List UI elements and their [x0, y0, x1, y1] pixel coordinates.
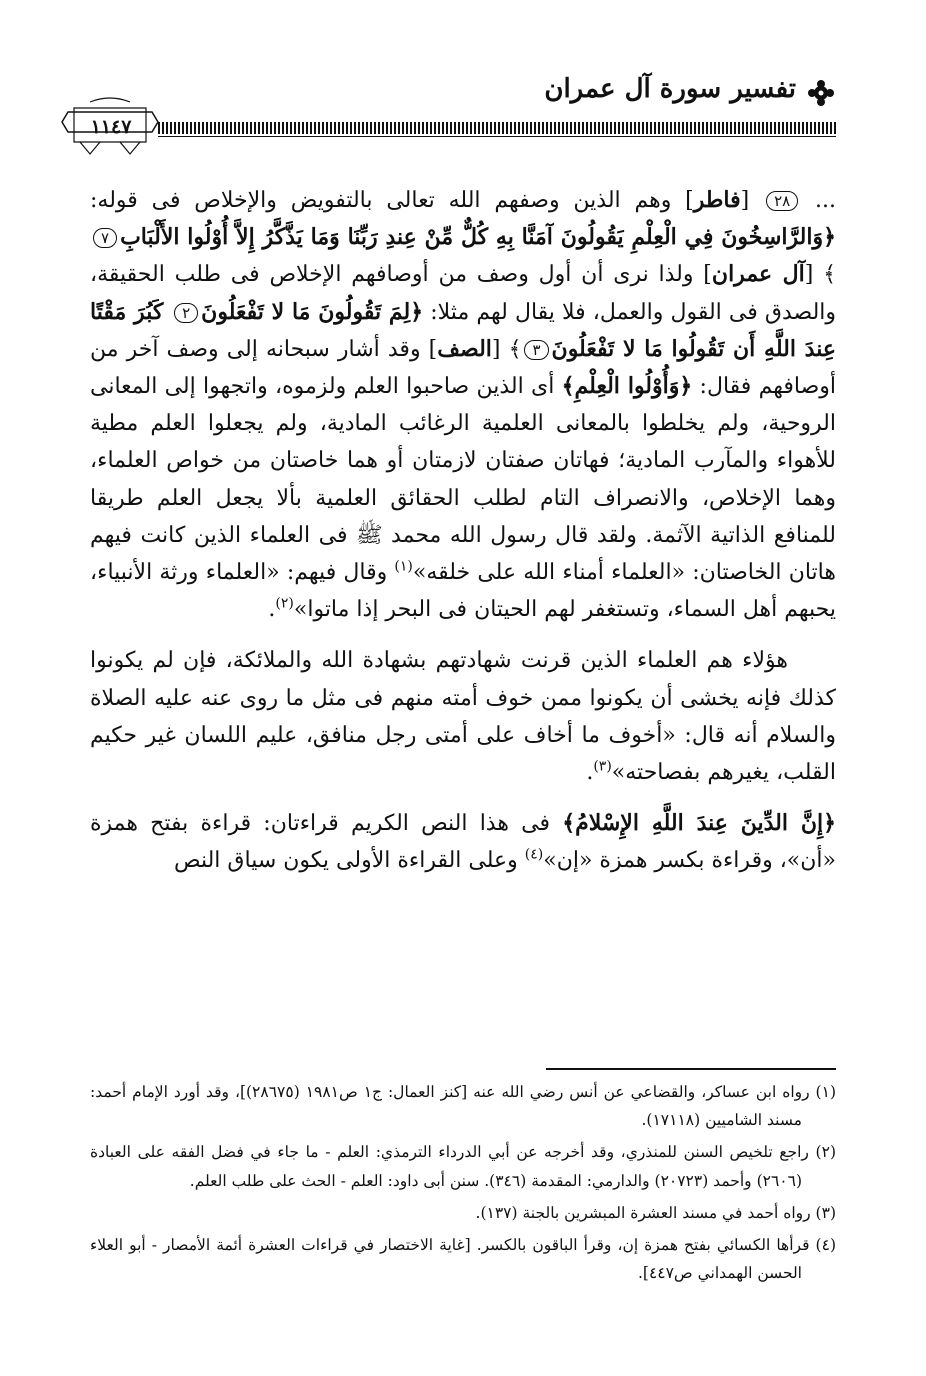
text-run: ﴾ [	[804, 262, 837, 288]
paragraph-2	[90, 642, 836, 791]
text-run: ] وهم الذين وصفهم الله تعالى بالتفويض والإخلاص فى قوله:	[90, 188, 694, 213]
running-title: تفسير سورة آل عمران	[544, 74, 796, 104]
text-run: هؤلاء هم العلماء الذين قرنت شهادتهم بشهادة الله والملائكة، فإن لم يكونوا كذلك فإنه يخشى أن يكونوا ممن خوف أمته منهم فى مثل ما روى عنه عليه الصلاة والسلام أنه قال: «أخوف ما أخاف على أمتى رجل منافق، عليم اللسان غير حكيم القلب، يغيرهم بفصاحته»	[90, 648, 836, 786]
text-run: .	[586, 760, 594, 786]
text-run: أى الذين صاحبوا العلم ولزموه، واتجهوا إلى المعانى الروحية، ولم يخلطوا بالمعانى العلمية الرغائب المادية، ولم يجعلوا العلم مطية للأهواء والمآرب المادية؛ فهاتان صفتان لازمتان أو هما خاصتان من خواص العلماء، وهما الإخلاص، والانصراف التام لطلب الحقائق العلمية بألا يجعل العلم طريقا للمنافع الذاتية الآثمة. ولقد قال رسول الله محمد ﷺ فى العلماء الذين كانت فيهم هاتان الخاصتان: «العلماء أمناء الله على خلقه»	[90, 374, 836, 586]
footnote-3: (٣) رواه أحمد في مسند العشرة المبشرين بالجنة (١٣٧).	[475, 1203, 836, 1222]
footnote-4: (٤) قرأها الكسائي بفتح همزة إن، وقرأ الباقون بالكسر. [غاية الاختصار في قراءات العشرة أئمة الأمصار - أبو العلاء الحسن الهمداني ص٤٤٧].	[90, 1236, 836, 1283]
surah-reference: فاطر	[693, 187, 741, 213]
footnote-2: (٢) راجع تلخيص السنن للمنذري، وقد أخرجه عن أبي الدرداء الترمذي: العلم - ما جاء في فضل الفقه على العبادة (٢٦٠٦) وأحمد (٢٠٧٢٣) والدارمي: المقدمة (٣٤٦). سنن أبى داود: العلم - الحث على طلب العلم.	[90, 1143, 836, 1190]
verse-number-marker: ٧	[93, 228, 117, 248]
text-run: وقال فيهم: «العلماء ورثة الأنبياء، يحبهم أهل السماء، وتستغفر لهم الحيتان فى البحر إذا ماتوا»	[90, 560, 836, 623]
footnotes-section	[90, 1078, 836, 1291]
verse-number-marker: ٢	[174, 303, 198, 323]
text-run: .	[268, 597, 276, 623]
text-run: فى هذا النص الكريم قراءتان: قراءة بفتح همزة «أن»، وقراءة بكسر همزة «إن»	[90, 811, 836, 874]
surah-reference: الصف	[437, 335, 492, 362]
verse-number-marker: ٢٨	[766, 191, 798, 211]
footnote-ref[interactable]: (٣)	[593, 758, 612, 775]
header-rule	[158, 122, 836, 134]
quran-verse: ﴿لِمَ تَقُولُونَ مَا لا تَفْعَلُونَ	[201, 298, 424, 325]
paragraph-1	[90, 182, 836, 628]
text-run: [	[740, 188, 764, 213]
quran-verse: كَبُرَ مَقْتًا عِندَ اللَّهِ أَن تَقُولُوا مَا لا تَفْعَلُونَ	[90, 298, 836, 362]
page-header	[60, 70, 836, 160]
text-run: ...	[801, 188, 836, 213]
surah-reference: آل عمران	[711, 261, 805, 288]
quran-verse: ﴿وَأُوْلُوا الْعِلْمِ﴾	[561, 373, 693, 400]
text-run: ] وقد أشار سبحانه إلى وصف آخر من أوصافهم فقال:	[90, 336, 836, 400]
footnote-1: (١) رواه ابن عساكر، والقضاعي عن أنس رضي الله عنه [كنز العمال: ج١ ص١٩٨١ (٢٨٦٧٥)]، وقد أورد الإمام أحمد: مسند الشاميين (١٧١١٨).	[90, 1083, 836, 1130]
quran-verse: ﴿إِنَّ الدِّينَ عِندَ اللَّهِ الإِسْلامُ﴾	[562, 810, 837, 837]
flower-ornament-icon	[806, 80, 836, 106]
paragraph-3	[90, 805, 836, 879]
text-run: ﴾ [	[491, 336, 522, 362]
header-rule-line	[158, 136, 836, 137]
footnote-separator	[546, 1068, 836, 1070]
text-run: وعلى القراءة الأولى يكون سياق النص	[174, 848, 525, 874]
page-number: ١١٤٧	[90, 116, 132, 138]
verse-number-marker: ٣	[524, 340, 548, 360]
main-text	[90, 182, 836, 880]
text-run: ] ولذا نرى أن أول وصف من أوصافهم الإخلاص فى طلب الحقيقة، والصدق فى القول والعمل، فلا يقال لهم مثلا:	[90, 262, 837, 325]
footnote-ref[interactable]: (١)	[394, 558, 413, 575]
footnote-ref[interactable]: (٢)	[275, 595, 294, 612]
quran-verse: ﴿وَالرَّاسِخُونَ فِي الْعِلْمِ يَقُولُونَ آمَنَّا بِهِ كُلٌّ مِّنْ عِندِ رَبِّنَا وَمَا يَذَّكَّرُ إِلاَّ أُوْلُوا الأَلْبَابِ	[120, 224, 836, 251]
footnote-ref[interactable]: (٤)	[524, 847, 544, 864]
